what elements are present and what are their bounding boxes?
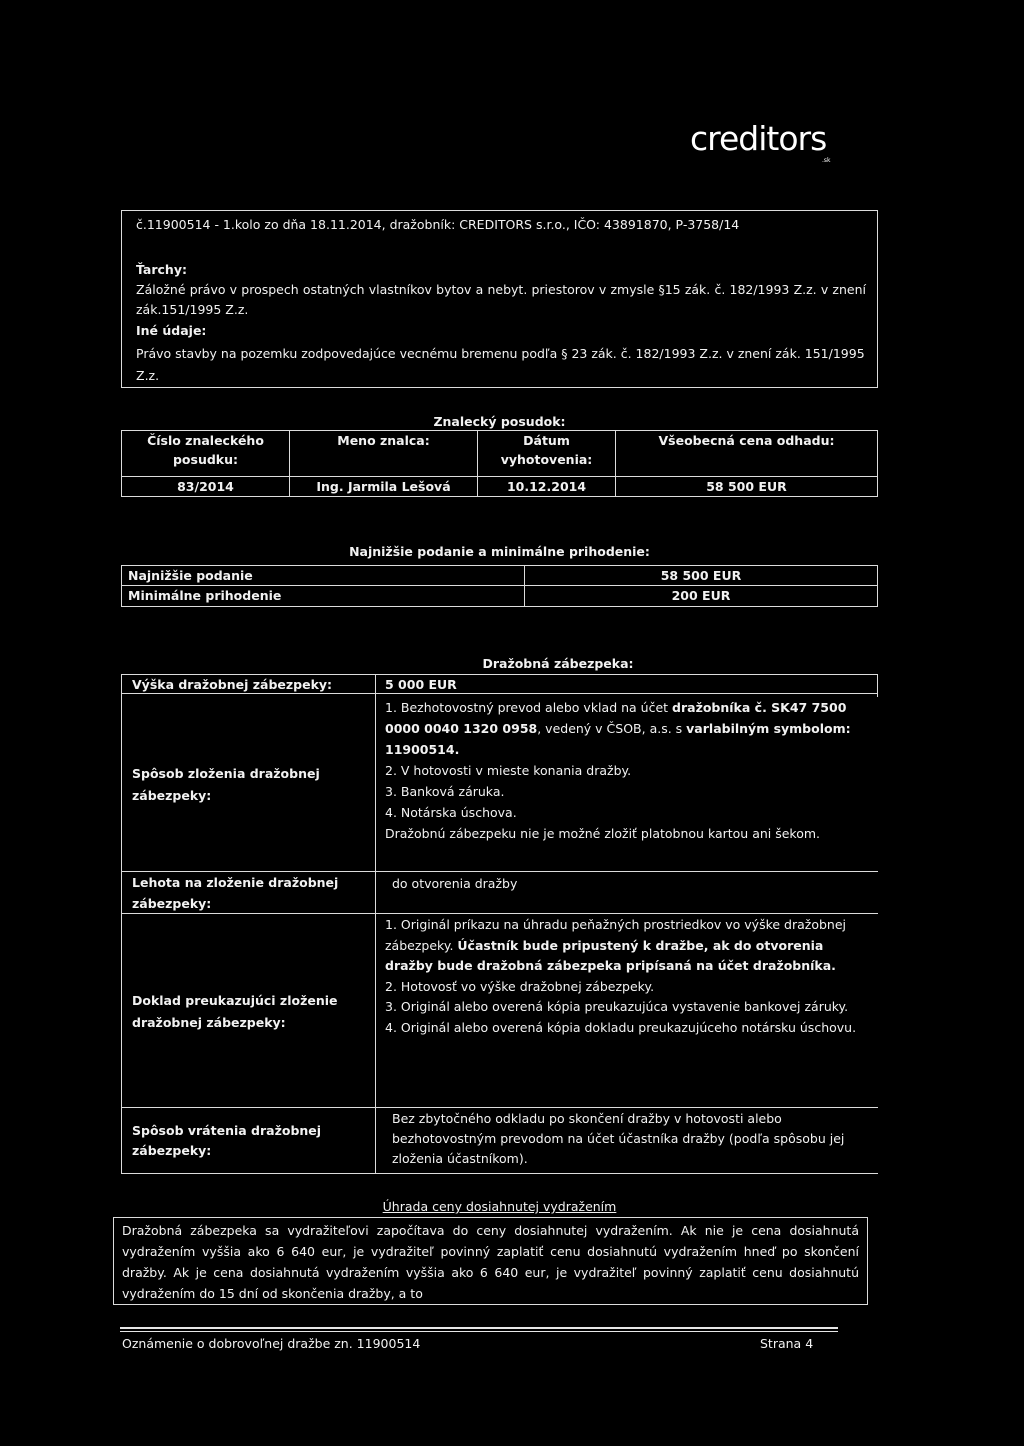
vyska-value: 5 000 EUR [385, 677, 457, 692]
podanie-title: Najnižšie podanie a minimálne prihodenie: [349, 544, 650, 559]
vratenie-value: Bez zbytočného odkladu po skončení dražby v hotovosti alebo bezhotovostným prevodom na účet účastníka dražby (podľa spôsobu jej zloženia účastníkom). [392, 1111, 845, 1166]
vyska-label: Výška dražobnej zábezpeky: [132, 677, 333, 692]
ine-udaje-label: Iné údaje: [136, 323, 207, 338]
sposob-note: Dražobnú zábezpeku nie je možné zložiť platobnou kartou ani šekom. [385, 826, 821, 841]
footer-page-number: Strana 4 [760, 1336, 814, 1351]
lehota-label: Lehota na zloženie dražobnej zábezpeky: [132, 875, 339, 911]
creditors-logo-sub: .sk [822, 157, 831, 164]
posudok-cena: 58 500 EUR [616, 477, 878, 497]
header-box [121, 210, 878, 388]
posudok-meno: Ing. Jarmila Lešová [290, 477, 478, 497]
lehota-value: do otvorenia dražby [392, 876, 518, 891]
creditors-logo: creditors [690, 119, 827, 158]
podanie-value: 58 500 EUR [525, 566, 878, 586]
doklad-label: Doklad preukazujúci zloženie dražobnej zábezpeky: [132, 993, 338, 1030]
posudok-title: Znalecký posudok: [433, 414, 566, 429]
podanie-label: Najnižšie podanie [122, 566, 525, 586]
doklad-item-1: 1. Originál príkazu na úhradu peňažných prostriedkov vo výške dražobnej zábezpeky. Účastník bude pripustený k dražbe, ak do otvorenia dražby bude dražobná zábezpeka pripísaná na účet dražobníka. [385, 917, 847, 973]
prihodenie-value: 200 EUR [525, 586, 878, 606]
zabezpeka-box [121, 674, 878, 1174]
uhrada-box [113, 1217, 868, 1305]
tarchy-label: Ťarchy: [136, 262, 187, 277]
vratenie-label: Spôsob vrátenia dražobnej zábezpeky: [132, 1123, 322, 1158]
uhrada-text: Dražobná zábezpeka sa vydražiteľovi započítava do ceny dosiahnutej vydražením. Ak nie je cena dosiahnutá vydražením vyššia ako 6 640 eur, je vydražiteľ povinný zaplatiť cenu dosiahnutú vydražením hneď po skončení dražby. Ak je cena dosiahnutá vydražením vyššia ako 6 640 eur, je vydražiteľ povinný zaplatiť cenu dosiahnutú vydražením do 15 dní od skončenia dražby, a to [122, 1223, 859, 1301]
sposob-item-3: 3. Banková záruka. [385, 784, 505, 799]
uhrada-title: Úhrada ceny dosiahnutej vydražením [382, 1199, 617, 1214]
posudok-cislo: 83/2014 [122, 477, 290, 497]
footer-doc-name: Oznámenie o dobrovoľnej dražbe zn. 11900514 [122, 1336, 421, 1351]
footer-rule [120, 1327, 838, 1329]
doklad-item-2: 2. Hotovosť vo výške dražobnej zábezpeky. [385, 978, 655, 994]
header-line: č.11900514 - 1.kolo zo dňa 18.11.2014, dražobník: CREDITORS s.r.o., IČO: 43891870, P-3758/14 [136, 217, 740, 232]
posudok-col-meno: Meno znalca: [290, 431, 478, 477]
sposob-label: Spôsob zloženia dražobnej zábezpeky: [132, 766, 320, 803]
posudok-table [121, 430, 878, 497]
posudok-datum: 10.12.2014 [478, 477, 616, 497]
doklad-item-4: 4. Originál alebo overená kópia dokladu preukazujúceho notársku úschovu. [385, 1019, 857, 1035]
sposob-list [385, 697, 870, 844]
posudok-col-datum: Dátum vyhotovenia: [478, 431, 616, 477]
tarchy-text: Záložné právo v prospech ostatných vlastníkov bytov a nebyt. priestorov v zmysle §15 zák. č. 182/1993 Z.z. v znení zák.151/1995 Z.z. [136, 282, 866, 317]
zabezpeka-title: Dražobná zábezpeka: [482, 656, 634, 671]
footer-rule-2 [120, 1331, 838, 1332]
prihodenie-label: Minimálne prihodenie [122, 586, 525, 606]
sposob-item-1: 1. Bezhotovostný prevod alebo vklad na účet dražobníka č. SK47 7500 0000 0040 1320 0958, vedený v ČSOB, a.s. s varlabilným symbolom: 11900514. [385, 700, 851, 757]
posudok-col-cena: Všeobecná cena odhadu: [616, 431, 878, 477]
sposob-item-2: 2. V hotovosti v mieste konania dražby. [385, 763, 632, 778]
sposob-item-4: 4. Notárska úschova. [385, 805, 517, 820]
podanie-table [121, 565, 878, 607]
ine-udaje-text: Právo stavby na pozemku zodpovedajúce vecnému bremenu podľa § 23 zák. č. 182/1993 Z.z. v znení zák. 151/1995 Z.z. [136, 346, 865, 383]
doklad-list [385, 915, 870, 1038]
posudok-col-cislo: Číslo znaleckého posudku: [122, 431, 290, 477]
doklad-item-3: 3. Originál alebo overená kópia preukazujúca vystavenie bankovej záruky. [385, 999, 849, 1014]
